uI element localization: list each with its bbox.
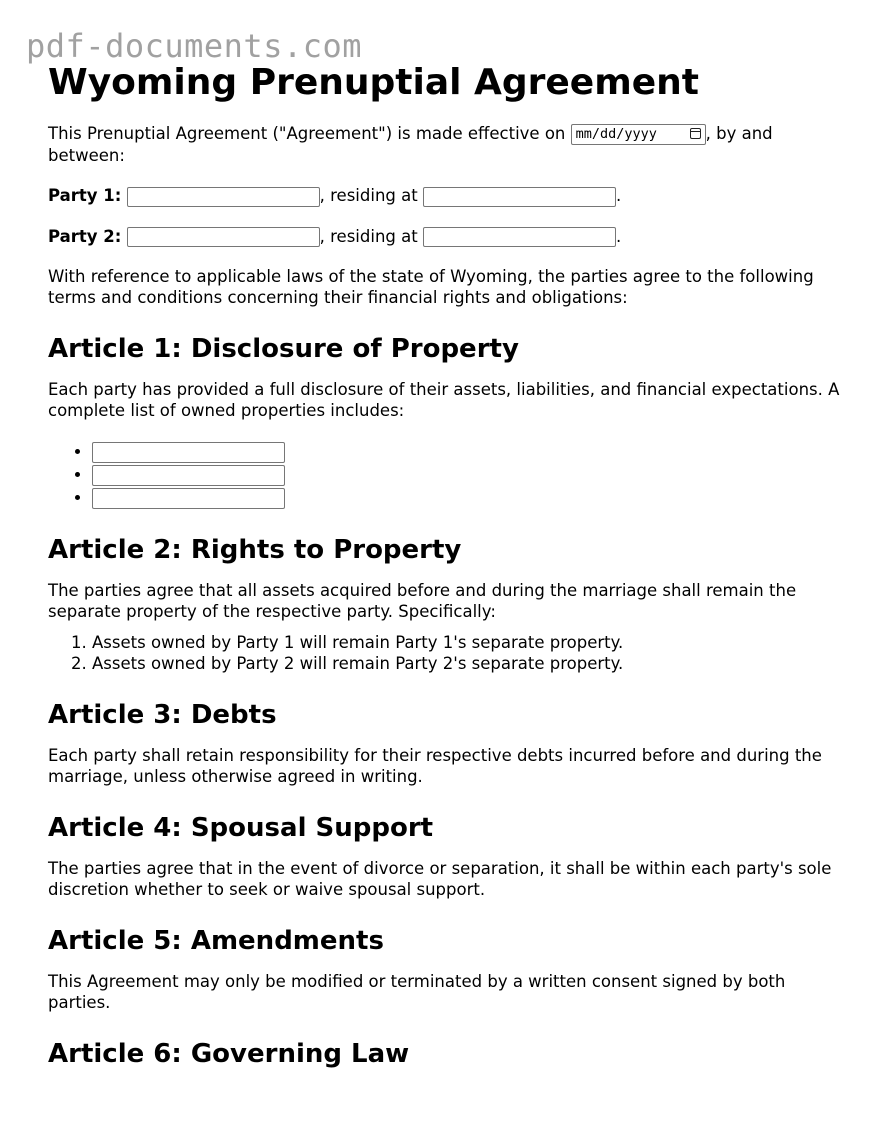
party-1-address-input[interactable] xyxy=(423,187,616,207)
property-1-input[interactable] xyxy=(92,442,285,463)
party-1-residing-text: , residing at xyxy=(319,186,423,205)
intro-text-before: This Prenuptial Agreement ("Agreement") is made effective on xyxy=(48,124,571,143)
article-4-heading: Article 4: Spousal Support xyxy=(48,813,434,843)
property-list xyxy=(48,440,848,509)
reference-paragraph: With reference to applicable laws of the state of Wyoming, the parties agree to the following terms and conditions concerning their financial rights and obligations: xyxy=(48,267,814,307)
article-2-heading: Article 2: Rights to Property xyxy=(48,535,462,565)
intro-paragraph xyxy=(48,123,848,166)
page-title: Wyoming Prenuptial Agreement xyxy=(48,62,699,103)
property-list-item xyxy=(92,486,848,509)
article-6-heading: Article 6: Governing Law xyxy=(48,1039,410,1069)
date-placeholder: mm/dd/yyyy xyxy=(575,126,657,142)
party-2-address-input[interactable] xyxy=(423,227,616,247)
property-2-input[interactable] xyxy=(92,465,285,486)
article-2-body: The parties agree that all assets acquired before and during the marriage shall remain the separate property of the respective party. Specifically: xyxy=(48,581,797,621)
party-2-label: Party 2: xyxy=(48,226,122,246)
article-3-body: Each party shall retain responsibility for their respective debts incurred before and during the marriage, unless otherwise agreed in writing. xyxy=(48,746,822,786)
article-4-body: The parties agree that in the event of divorce or separation, it shall be within each party's sole discretion whether to seek or waive spousal support. xyxy=(48,859,832,899)
document-page xyxy=(48,60,848,1084)
rights-list xyxy=(48,632,848,674)
article-5-body: This Agreement may only be modified or terminated by a written consent signed by both parties. xyxy=(48,972,786,1012)
party-1-period: . xyxy=(615,186,622,205)
rights-list-item: 2. Assets owned by Party 2 will remain Party 2's separate property. xyxy=(92,653,848,674)
article-1-heading: Article 1: Disclosure of Property xyxy=(48,334,519,364)
article-1-body: Each party has provided a full disclosure of their assets, liabilities, and financial expectations. A complete list of owned properties includes: xyxy=(48,380,840,420)
property-list-item xyxy=(92,463,848,486)
effective-date-input[interactable] xyxy=(571,124,706,145)
article-5-heading: Article 5: Amendments xyxy=(48,926,384,956)
intro-text-after: , by and between: xyxy=(48,124,773,165)
article-3-heading: Article 3: Debts xyxy=(48,700,277,730)
party-1-name-input[interactable] xyxy=(127,187,320,207)
rights-list-item: 1. Assets owned by Party 1 will remain Party 1's separate property. xyxy=(92,632,848,653)
party-2-residing-text: , residing at xyxy=(319,226,423,246)
party-2-name-input[interactable] xyxy=(127,227,320,247)
party-1-label: Party 1: xyxy=(48,186,122,205)
party-2-period: . xyxy=(615,226,622,246)
property-3-input[interactable] xyxy=(92,488,285,509)
property-list-item xyxy=(92,440,848,463)
calendar-icon[interactable] xyxy=(690,128,701,139)
party-1-line xyxy=(48,185,848,207)
party-2-line xyxy=(48,226,848,248)
watermark: pdf-documents.com xyxy=(26,27,363,65)
